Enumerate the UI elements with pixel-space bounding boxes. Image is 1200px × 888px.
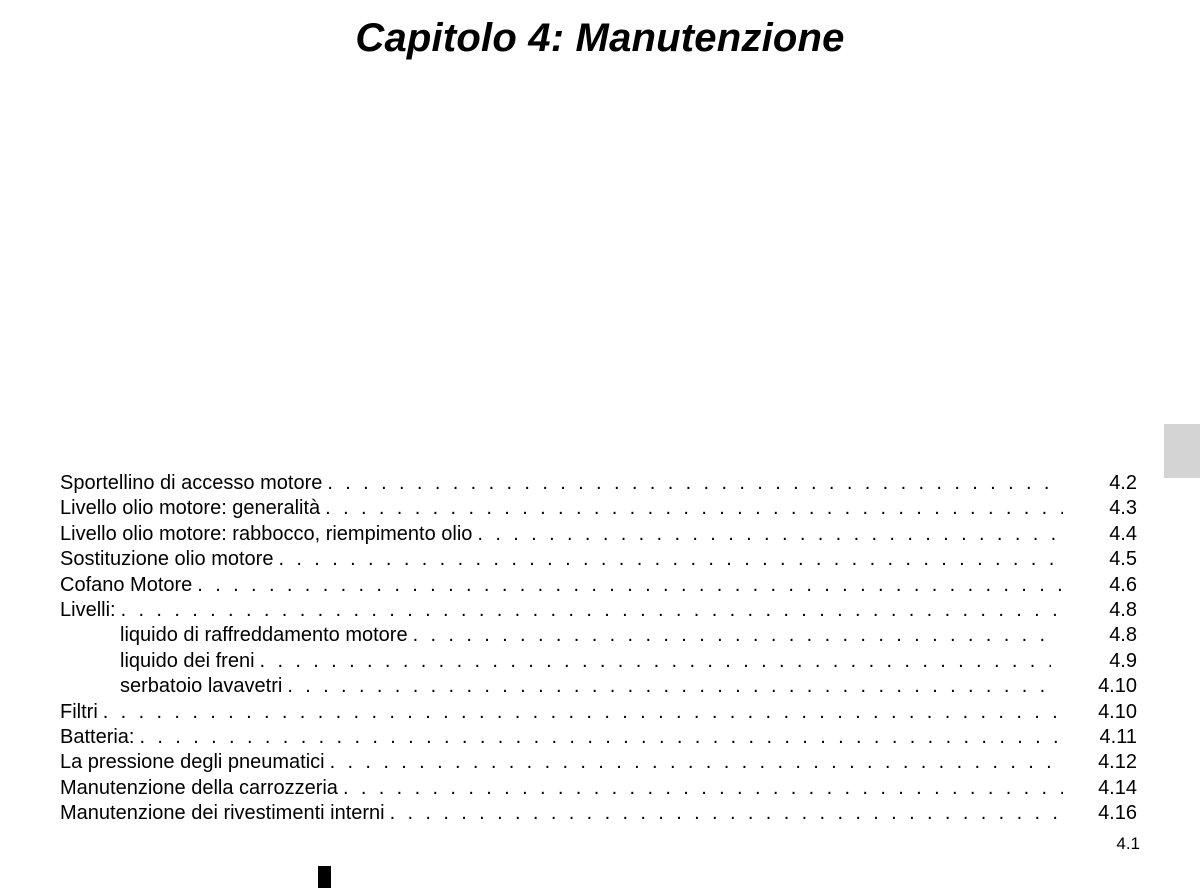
toc-entry-label: Manutenzione della carrozzeria [60,776,338,799]
toc-entry-label: Batteria: [60,725,135,748]
dot-leader [338,776,1063,801]
dot-leader [273,547,1063,572]
dot-leader [322,471,1063,496]
toc-entry-page: 4.10 [1098,675,1137,698]
dot-leader [282,674,1051,699]
toc-entry-label: liquido di raffreddamento motore [120,624,408,647]
toc-entry[interactable] [60,725,1137,750]
toc-entry-page: 4.4 [1109,522,1137,545]
dot-leader [255,649,1051,674]
toc-entry-page: 4.10 [1098,700,1137,723]
chapter-title: Capitolo 4: Manutenzione [355,16,845,60]
toc-entry-label: La pressione degli pneumatici [60,751,325,774]
toc-entry-page: 4.11 [1099,725,1137,748]
dot-leader [320,496,1063,521]
toc-entry[interactable] [60,750,1137,775]
toc-entry-label: Filtri [60,700,98,723]
toc-entry[interactable] [60,573,1137,598]
dot-leader [116,598,1063,623]
crop-mark [318,866,331,888]
dot-leader [385,801,1063,826]
dot-leader [472,522,1063,547]
toc-entry[interactable] [60,598,1137,623]
toc-entry-page: 4.9 [1109,649,1137,672]
toc-entry-page: 4.6 [1109,573,1137,596]
dot-leader [408,623,1051,648]
dot-leader [192,573,1063,598]
toc-entry-label: Livelli: [60,598,116,621]
toc-entry-page: 4.8 [1109,598,1137,621]
toc-entry-label: Manutenzione dei rivestimenti interni [60,802,385,825]
toc-entry-page: 4.3 [1109,497,1137,520]
toc-entry-page: 4.14 [1098,776,1137,799]
toc-entry[interactable] [60,471,1137,496]
toc-subentry[interactable] [60,623,1137,648]
toc-entry[interactable] [60,547,1137,572]
toc-entry[interactable] [60,776,1137,801]
dot-leader [98,700,1063,725]
toc-entry-page: 4.2 [1109,472,1137,494]
toc-entry-label: Livello olio motore: rabbocco, riempimento olio [60,522,473,545]
toc-entry-label: liquido dei freni [120,649,255,672]
dot-leader [325,750,1063,775]
toc-entry-label: Cofano Motore [60,573,193,596]
page-number: 4.1 [1116,834,1140,853]
toc-entry-label: Livello olio motore: generalità [60,497,321,520]
chapter-side-tab [1164,424,1200,478]
toc-entry-label: serbatoio lavavetri [120,675,283,698]
toc-entry-label: Sportellino di accesso motore [60,472,323,494]
toc-entry[interactable] [60,700,1137,725]
toc-entry[interactable] [60,801,1137,826]
toc-subentry[interactable] [60,674,1137,699]
toc-entry[interactable] [60,496,1137,521]
dot-leader [134,725,1063,750]
toc-entry-page: 4.5 [1109,548,1137,571]
toc-entry-page: 4.8 [1109,624,1137,647]
toc-entry[interactable] [60,522,1137,547]
toc-entry-page: 4.16 [1098,802,1137,825]
toc-entry-label: Sostituzione olio motore [60,548,274,571]
toc-subentry[interactable] [60,649,1137,674]
table-of-contents [60,471,1137,826]
toc-entry-page: 4.12 [1098,751,1137,774]
